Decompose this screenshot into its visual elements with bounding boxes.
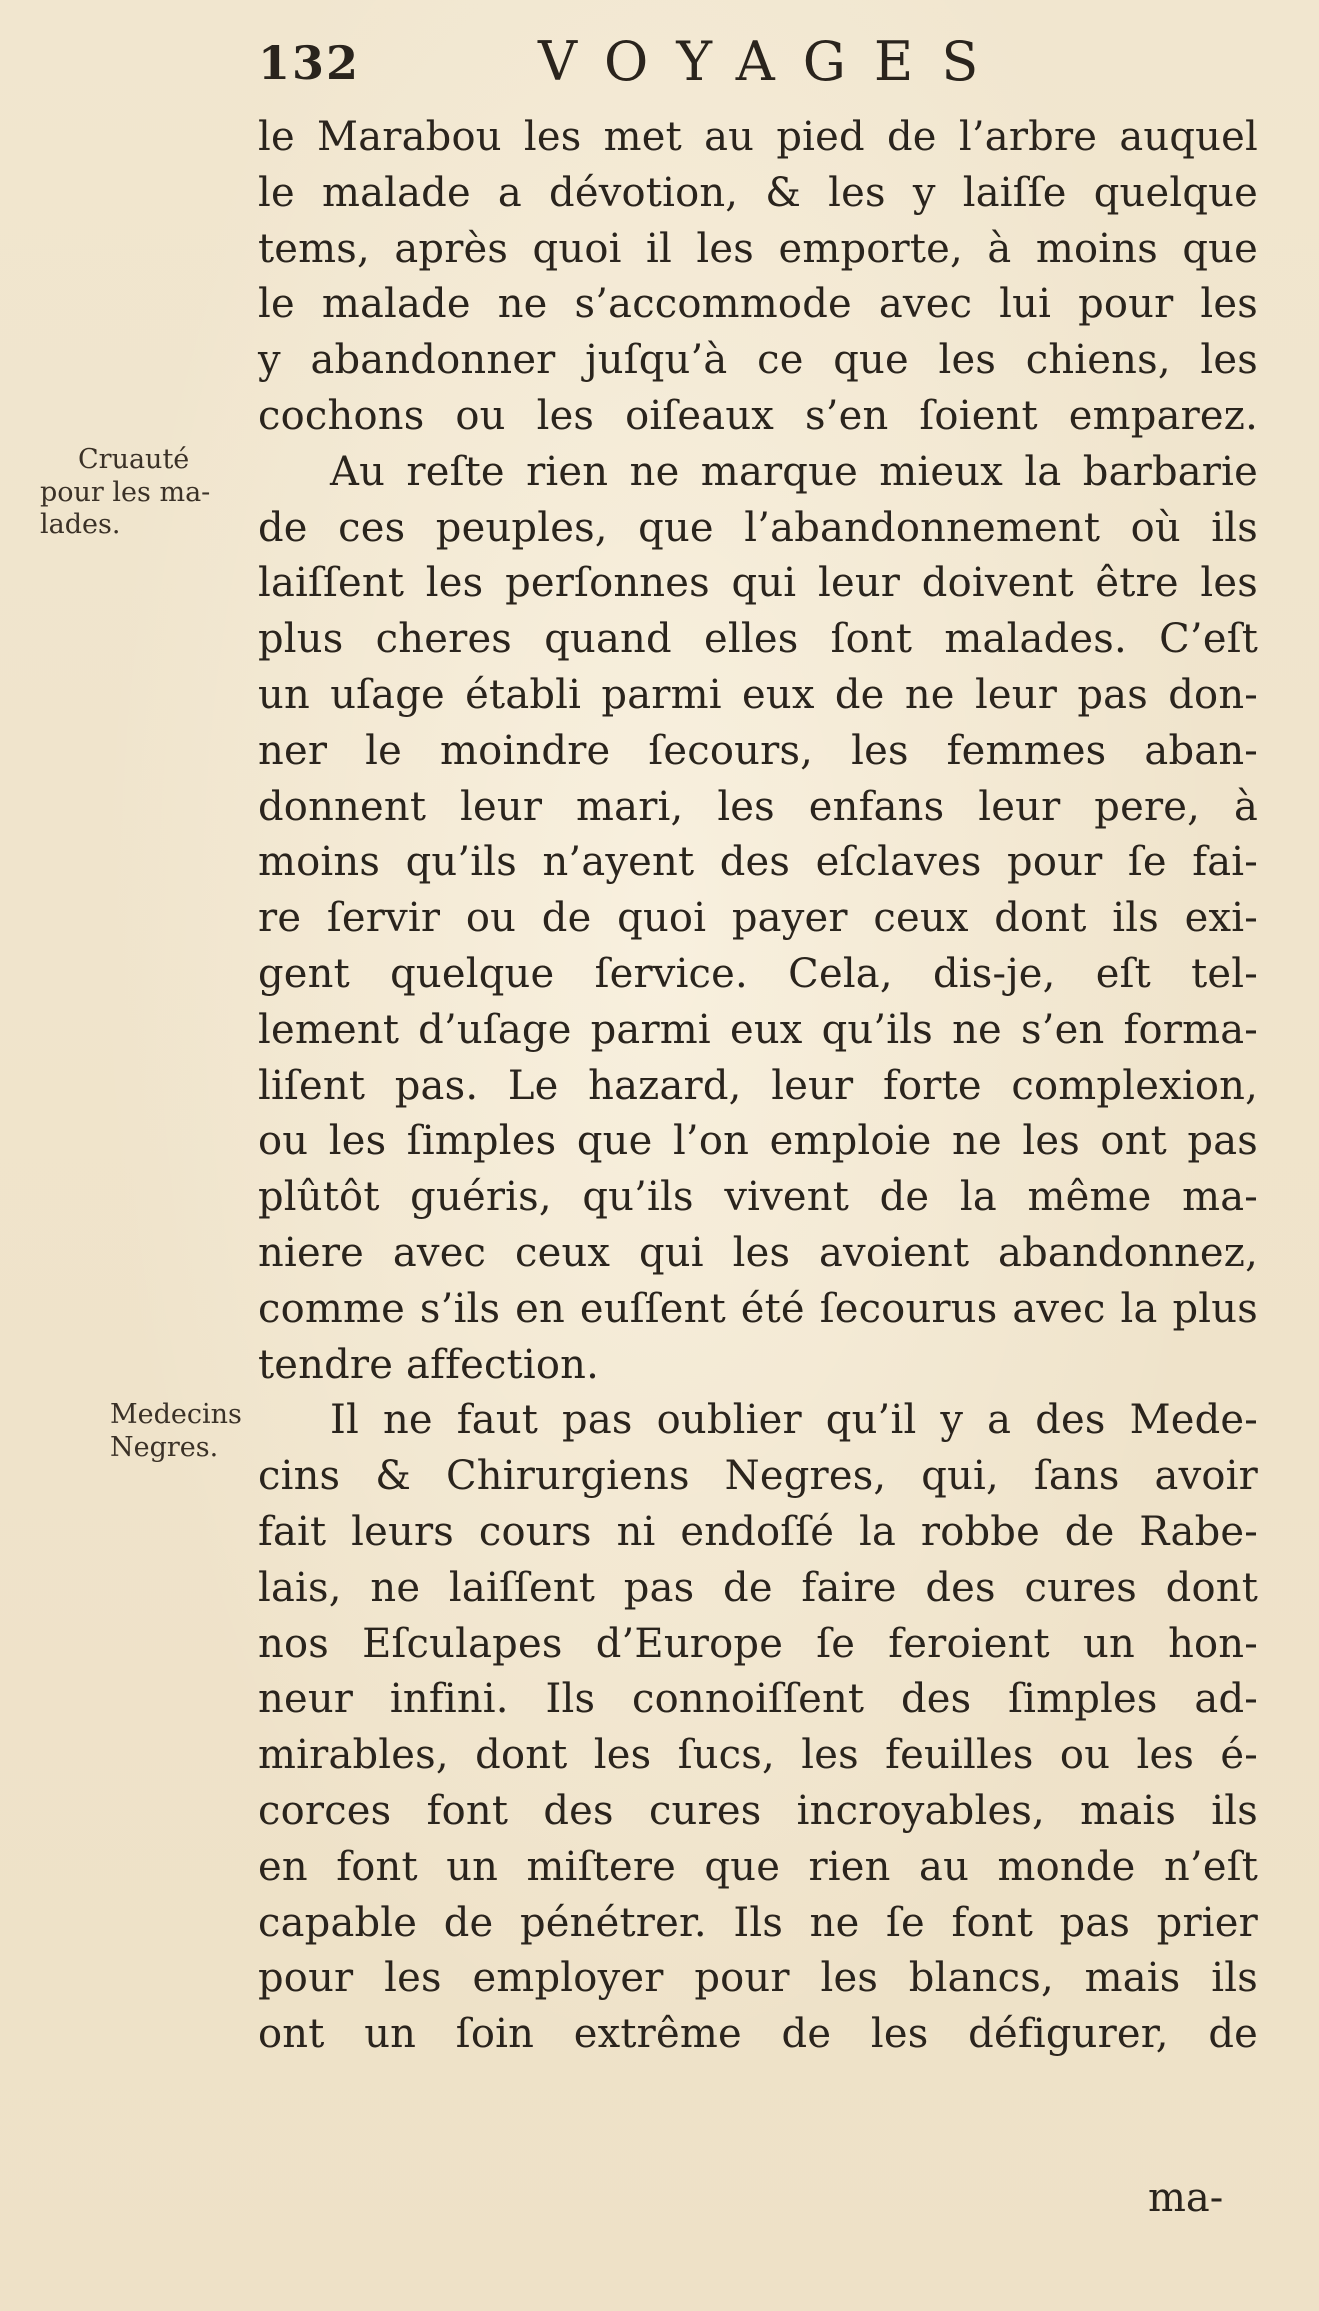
text-line: ner le moindre ſecours, les femmes aban- bbox=[258, 727, 1258, 774]
text-line: le Marabou les met au pied de l’arbre auquel bbox=[258, 114, 1258, 160]
text-line: le malade a dévotion, & les y laiſſe quelque bbox=[258, 169, 1258, 216]
text-line: cochons ou les oiſeaux s’en ſoient emparez. bbox=[258, 392, 1258, 439]
text-line: capable de pénétrer. Ils ne ſe font pas prier bbox=[258, 1899, 1258, 1946]
paragraph-end-line: tendre affection. bbox=[258, 1341, 599, 1388]
text-line: comme s’ils en euſſent été ſecourus avec la plus bbox=[258, 1285, 1258, 1332]
text-line: plûtôt guéris, qu’ils vivent de la même ma- bbox=[258, 1174, 1258, 1221]
text-line: cins & Chirurgiens Negres, qui, ſans avoir bbox=[258, 1453, 1258, 1500]
running-head bbox=[258, 30, 1258, 110]
text-line: liſent pas. Le hazard, leur forte complexion, bbox=[258, 1062, 1258, 1109]
text-line: mirables, dont les ſucs, les feuilles ou les é- bbox=[258, 1732, 1258, 1779]
text-line: re ſervir ou de quoi payer ceux dont ils exi- bbox=[258, 895, 1258, 942]
text-line: de ces peuples, que l’abandonnement où ils bbox=[258, 504, 1258, 551]
text-line: ont un ſoin extrême de les défigurer, de bbox=[258, 2011, 1258, 2058]
text-line: le malade ne s’accommode avec lui pour les bbox=[258, 281, 1258, 328]
text-line: corces font des cures incroyables, mais ils bbox=[258, 1787, 1258, 1834]
text-line: y abandonner juſqu’à ce que les chiens, les bbox=[258, 337, 1258, 384]
text-line: pour les employer pour les blancs, mais ils bbox=[258, 1955, 1258, 2002]
text-line: donnent leur mari, les enfans leur pere, à bbox=[258, 783, 1258, 830]
marginal-note-cruaute-line-2: pour les ma- bbox=[40, 477, 211, 508]
marginal-note-medecins-line-1: Medecins bbox=[110, 1399, 242, 1430]
page-number: 132 bbox=[258, 36, 361, 90]
marginal-note-medecins-line-2: Negres. bbox=[110, 1432, 219, 1463]
marginal-note-cruaute-line-1: Cruauté bbox=[78, 444, 190, 475]
text-line: un uſage établi parmi eux de ne leur pas don- bbox=[258, 671, 1258, 718]
running-title: VOYAGES bbox=[538, 30, 1007, 93]
text-line: laiſſent les perſonnes qui leur doivent être les bbox=[258, 560, 1258, 607]
marginal-note-cruaute-line-3: lades. bbox=[40, 509, 121, 540]
text-line: lais, ne laiſſent pas de faire des cures dont bbox=[258, 1564, 1258, 1611]
body-text bbox=[258, 110, 1258, 2221]
text-line: nos Eſculapes d’Europe ſe feroient un hon- bbox=[258, 1620, 1258, 1667]
text-line: fait leurs cours ni endoſſé la robbe de Rabe- bbox=[258, 1508, 1258, 1555]
text-line: tems, après quoi il les emporte, à moins que bbox=[258, 225, 1258, 272]
text-line: niere avec ceux qui les avoient abandonnez, bbox=[258, 1229, 1258, 1276]
text-line: en font un miſtere que rien au monde n’eſt bbox=[258, 1843, 1258, 1890]
paragraph-start-line: Il ne faut pas oublier qu’il y a des Mede- bbox=[330, 1397, 1258, 1444]
text-line: lement d’uſage parmi eux qu’ils ne s’en forma- bbox=[258, 1006, 1258, 1053]
text-line: gent quelque ſervice. Cela, dis-je, eſt tel- bbox=[258, 950, 1258, 997]
paragraph-start-line: Au reſte rien ne marque mieux la barbarie bbox=[330, 448, 1258, 495]
text-line: neur infini. Ils connoiſſent des ſimples ad- bbox=[258, 1676, 1258, 1723]
text-line: plus cheres quand elles ſont malades. C’eſt bbox=[258, 616, 1258, 663]
catchword: ma- bbox=[1148, 2175, 1224, 2221]
text-line: moins qu’ils n’ayent des eſclaves pour ſe fai- bbox=[258, 839, 1258, 886]
text-line: ou les ſimples que l’on emploie ne les ont pas bbox=[258, 1118, 1258, 1165]
